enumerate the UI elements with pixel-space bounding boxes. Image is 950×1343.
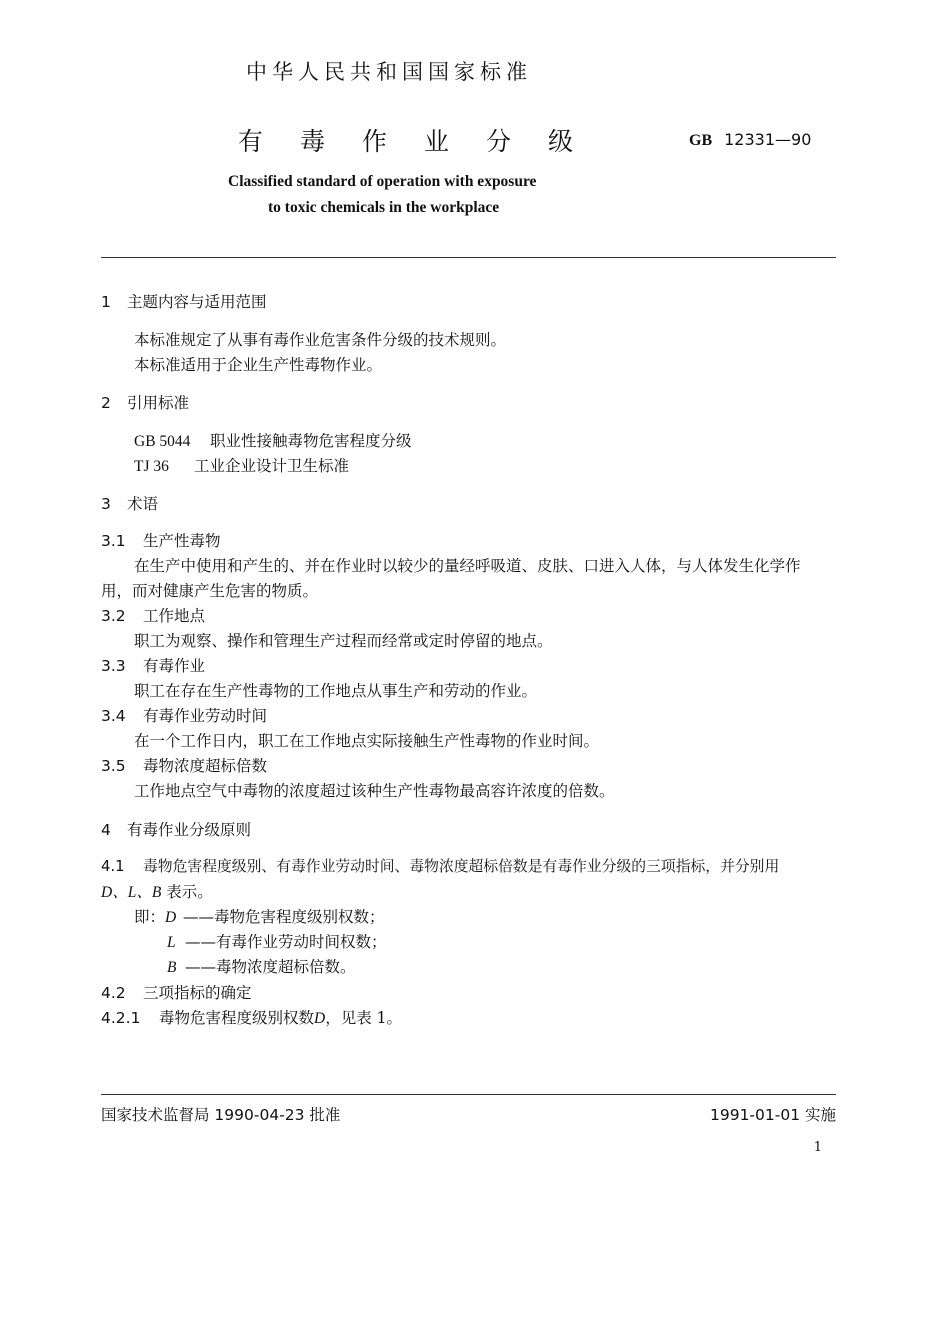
definition-line [167, 955, 356, 977]
variable-definition: ——有毒作业劳动时间权数； [185, 933, 387, 951]
title-char: 分 [486, 127, 512, 156]
term-number: 3.1 [101, 532, 126, 550]
variable: L [167, 934, 176, 951]
title-char: 级 [548, 127, 574, 156]
ie-prefix: 即： [134, 908, 166, 926]
effective-date: 1991-01-01 实施 [709, 1106, 836, 1124]
term-title: 有毒作业 [143, 657, 206, 675]
header-divider [101, 257, 836, 258]
title-char: 毒 [300, 127, 326, 156]
term-number: 3.5 [101, 757, 126, 775]
section-number: 2 [101, 394, 111, 412]
section-title: 主题内容与适用范围 [127, 293, 267, 311]
term-heading [101, 754, 267, 776]
clause-number: 4.2 [101, 984, 126, 1002]
term-heading [101, 604, 205, 626]
term-number: 3.2 [101, 607, 126, 625]
english-title-line2: to toxic chemicals in the workplace [268, 199, 500, 216]
definition-line [134, 905, 385, 927]
section-2-heading [101, 391, 189, 413]
reference-code: GB 5044 [134, 433, 191, 450]
section-4-heading [101, 818, 251, 840]
section-title: 引用标准 [127, 394, 190, 412]
clause-title: 三项指标的确定 [143, 984, 252, 1002]
section-number: 1 [101, 293, 111, 311]
variable-definition: ——毒物浓度超标倍数。 [185, 958, 356, 976]
clause-text: ，见表 1。 [325, 1009, 403, 1027]
term-number: 3.3 [101, 657, 126, 675]
national-standard-heading: 中华人民共和国国家标准 [246, 60, 532, 84]
footer-divider [101, 1094, 836, 1095]
reference-item [134, 454, 349, 476]
paragraph: 本标准适用于企业生产性毒物作业。 [134, 356, 383, 374]
term-definition: 在一个工作日内，职工在工作地点实际接触生产性毒物的作业时间。 [134, 732, 600, 750]
term-heading [101, 654, 205, 676]
variable-list: D、L、B [101, 884, 162, 901]
section-title: 术语 [127, 495, 159, 513]
code-number: 12331—90 [724, 130, 812, 149]
title-char: 业 [424, 127, 450, 156]
term-title: 生产性毒物 [143, 532, 221, 550]
title-char: 作 [362, 127, 388, 156]
term-heading [101, 704, 267, 726]
term-definition: 工作地点空气中毒物的浓度超过该种生产性毒物最高容许浓度的倍数。 [134, 782, 615, 800]
clause-text: 表示。 [161, 883, 213, 901]
term-title: 毒物浓度超标倍数 [143, 757, 268, 775]
section-title: 有毒作业分级原则 [127, 821, 252, 839]
english-title-line1: Classified standard of operation with exposure [228, 173, 537, 190]
clause-4-1 [101, 855, 779, 876]
variable: D [314, 1010, 326, 1027]
clause-text: 毒物危害程度级别权数 [159, 1009, 315, 1027]
section-3-heading [101, 492, 158, 514]
standard-code [689, 130, 811, 150]
term-number: 3.4 [101, 707, 126, 725]
page-number: 1 [813, 1140, 822, 1155]
paragraph: 本标准规定了从事有毒作业危害条件分级的技术规则。 [134, 331, 507, 349]
term-title: 有毒作业劳动时间 [143, 707, 268, 725]
document-title [238, 122, 610, 158]
reference-name: 工业企业设计卫生标准 [194, 457, 350, 475]
reference-item [134, 429, 412, 451]
clause-text: 毒物危害程度级别、有毒作业劳动时间、毒物浓度超标倍数是有毒作业分级的三项指标，并分别用 [143, 858, 780, 875]
section-number: 3 [101, 495, 111, 513]
clause-4-1-continued [101, 880, 213, 902]
reference-code: TJ 36 [134, 458, 169, 475]
section-1-heading [101, 290, 267, 312]
term-definition: 在生产中使用和产生的、并在作业时以较少的量经呼吸道、皮肤、口进入人体，与人体发生化学作 [134, 557, 801, 575]
clause-number: 4.1 [101, 858, 125, 875]
variable: D [165, 909, 177, 926]
term-heading [101, 529, 221, 551]
section-number: 4 [101, 821, 111, 839]
clause-4-2 [101, 981, 252, 1003]
approval-date: 国家技术监督局 1990-04-23 批准 [101, 1106, 341, 1124]
term-title: 工作地点 [143, 607, 206, 625]
variable: B [167, 959, 177, 976]
clause-4-2-1 [101, 1006, 402, 1028]
term-definition: 职工在存在生产性毒物的工作地点从事生产和劳动的作业。 [134, 682, 538, 700]
definition-line [167, 930, 387, 952]
term-definition-continued: 用，而对健康产生危害的物质。 [101, 582, 319, 600]
term-definition: 职工为观察、操作和管理生产过程而经常或定时停留的地点。 [134, 632, 553, 650]
reference-name: 职业性接触毒物危害程度分级 [210, 432, 412, 450]
code-prefix: GB [689, 132, 713, 149]
variable-definition: ——毒物危害程度级别权数； [183, 908, 385, 926]
title-char: 有 [238, 127, 264, 156]
clause-number: 4.2.1 [101, 1009, 141, 1027]
